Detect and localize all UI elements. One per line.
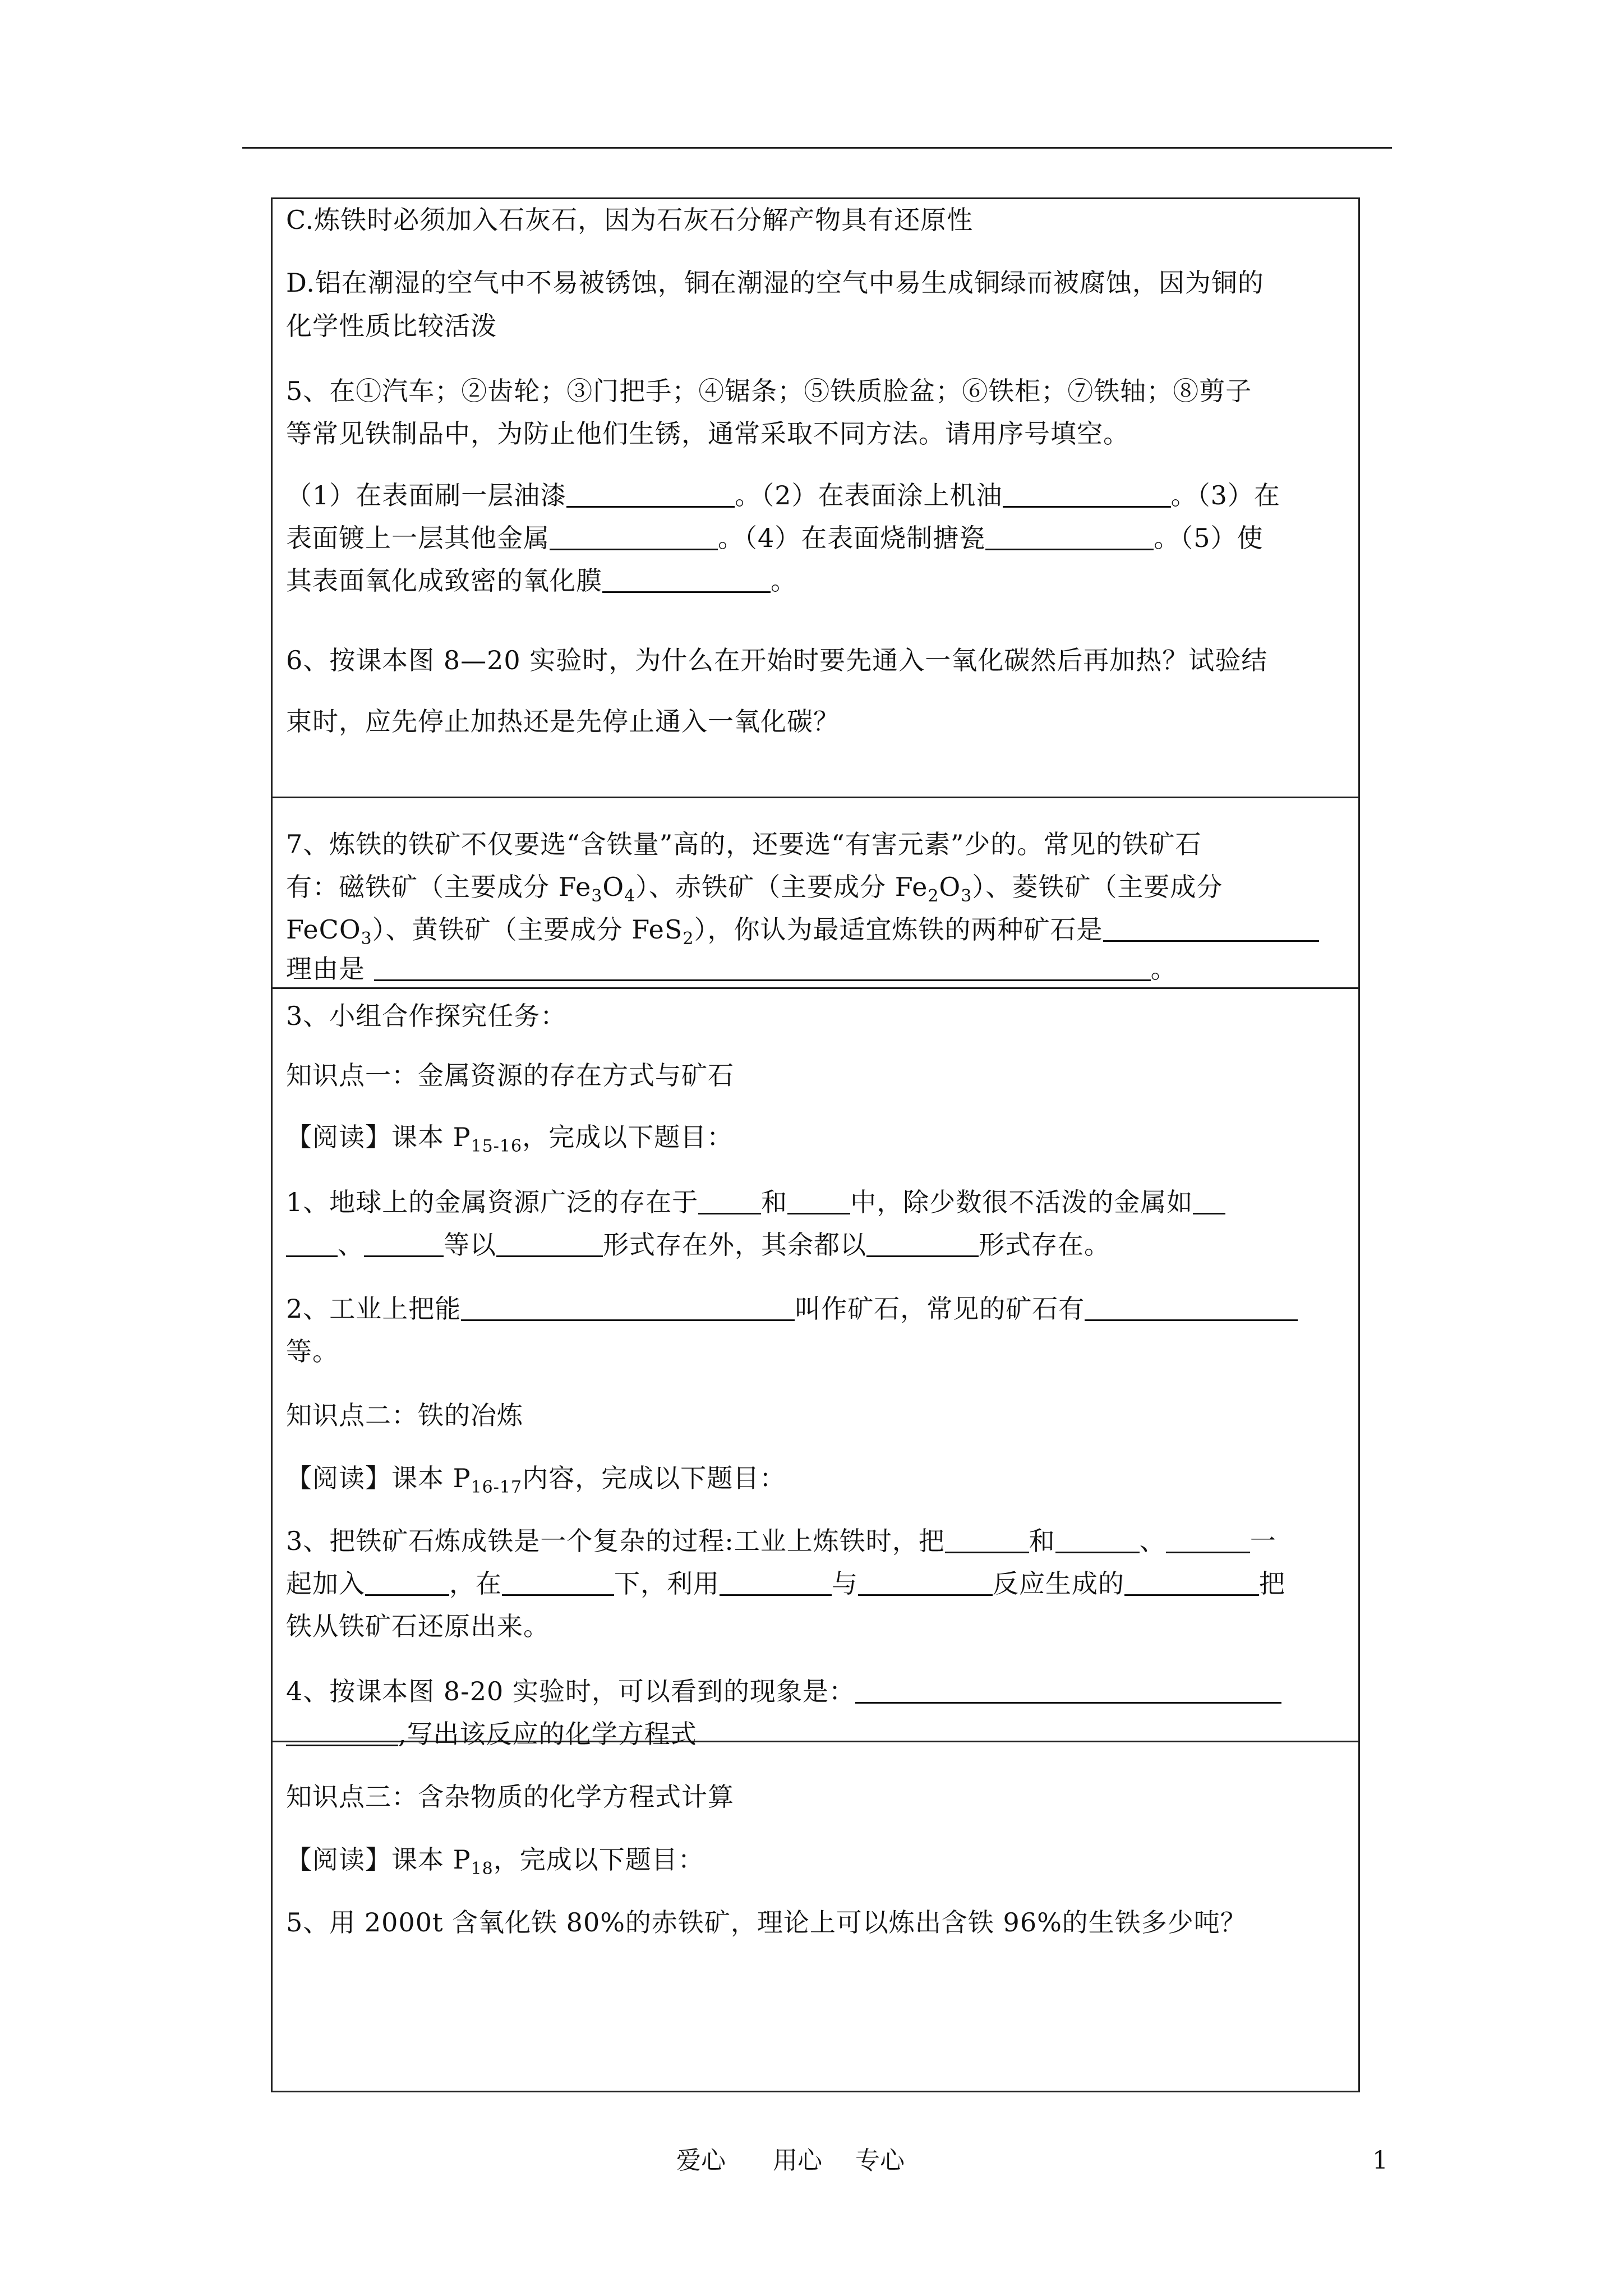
s3-q2-line1	[286, 1292, 1298, 1326]
answer-blank[interactable]	[1055, 1526, 1140, 1553]
reading-3-a: 【阅读】课本 P	[286, 1844, 471, 1875]
reading-3-b: ，完成以下题目：	[493, 1844, 704, 1875]
s3-q1-c: 中，除少数很不活泼的金属如	[850, 1187, 1193, 1217]
answer-blank[interactable]	[286, 1230, 338, 1257]
s3-q1-e: 等以	[444, 1230, 496, 1260]
subscript: 3	[591, 886, 603, 906]
q7-line4	[286, 952, 1177, 986]
s3-q1-line2	[286, 1228, 1110, 1262]
row-divider	[271, 797, 1360, 798]
q7-l3b: ）、黄铁矿（主要成分 FeS	[372, 914, 683, 945]
subscript: 4	[624, 886, 636, 906]
q7-l3c: ），你认为最适宜炼铁的两种矿石是	[694, 914, 1103, 945]
answer-blank[interactable]	[1085, 1294, 1298, 1321]
q5-line5	[286, 564, 797, 597]
answer-blank[interactable]	[461, 1294, 795, 1321]
footer-motto-2: 用心	[773, 2146, 822, 2175]
s3-q2-line2: 等。	[286, 1336, 339, 1366]
reading-1	[286, 1120, 733, 1154]
q5-l3c: 。（3）在	[1170, 480, 1280, 510]
answer-blank[interactable]	[1003, 480, 1171, 508]
q7-l2b: O	[602, 872, 625, 902]
option-d-line1: D.铝在潮湿的空气中不易被锈蚀，铜在潮湿的空气中易生成铜绿而被腐蚀，因为铜的	[286, 268, 1264, 298]
s3-q1-f: 形式存在外，其余都以	[603, 1230, 866, 1260]
q5-line1: 5、在①汽车；②齿轮；③门把手；④锯条；⑤铁质脸盆；⑥铁柜；⑦铁轴；⑧剪子	[286, 376, 1252, 406]
q7-l2d: O	[939, 872, 961, 902]
s3-q1-g: 形式存在。	[979, 1230, 1110, 1260]
answer-blank[interactable]	[1166, 1526, 1250, 1553]
answer-blank[interactable]	[502, 1568, 614, 1596]
section3-title: 3、小组合作探究任务：	[286, 1001, 567, 1031]
s3-q3-d: 一	[1249, 1526, 1276, 1556]
option-d-line2: 化学性质比较活泼	[286, 311, 497, 341]
s3-q4-a: 4、按课本图 8-20 实验时，可以看到的现象是：	[286, 1676, 855, 1706]
q7-l2c: ）、赤铁矿（主要成分 Fe	[635, 872, 928, 902]
reading-3	[286, 1843, 704, 1879]
header-rule	[242, 147, 1392, 149]
subscript: 3	[961, 886, 972, 906]
q5-l5a: 其表面氧化成致密的氧化膜	[286, 565, 602, 596]
s3-q2-b: 叫作矿石，常见的矿石有	[795, 1294, 1085, 1324]
q7-line1: 7、炼铁的铁矿不仅要选“含铁量”高的，还要选“有害元素”少的。常见的铁矿石	[286, 829, 1202, 859]
answer-blank[interactable]	[858, 1568, 993, 1596]
answer-blank[interactable]	[286, 1719, 398, 1746]
answer-blank[interactable]	[698, 1187, 761, 1214]
s3-q1-d: 、	[338, 1230, 364, 1260]
s3-q3-line3: 铁从铁矿石还原出来。	[286, 1611, 550, 1641]
answer-blank[interactable]	[364, 1230, 444, 1257]
s3-q4-line2	[286, 1717, 697, 1751]
q5-l4a: 表面镀上一层其他金属	[286, 523, 550, 553]
s3-q3-c: 、	[1139, 1526, 1166, 1556]
answer-blank[interactable]	[374, 954, 1151, 981]
q5-l4b: 。（4）在表面烧制搪瓷	[718, 523, 986, 553]
subscript: 15-16	[471, 1137, 523, 1156]
reading-2-b: 内容，完成以下题目：	[522, 1463, 786, 1493]
answer-blank[interactable]	[496, 1230, 603, 1257]
q6-line1: 6、按课本图 8—20 实验时，为什么在开始时要先通入一氧化碳然后再加热？试验结	[286, 645, 1268, 675]
s3-q4-b: ,写出该反应的化学方程式	[398, 1719, 697, 1749]
page-number: 1	[1372, 2146, 1388, 2175]
q7-l3a: FeCO	[286, 914, 361, 945]
option-c: C.炼铁时必须加入石灰石，因为石灰石分解产物具有还原性	[286, 205, 974, 235]
reading-1-a: 【阅读】课本 P	[286, 1122, 471, 1152]
answer-blank[interactable]	[566, 480, 735, 508]
q5-line4	[286, 521, 1264, 555]
s3-q3-line1	[286, 1524, 1276, 1558]
s3-q2-a: 2、工业上把能	[286, 1294, 462, 1324]
s3-q1-line1	[286, 1185, 1225, 1219]
s3-q4-line1	[286, 1674, 1281, 1708]
knowledge-point-2: 知识点二：铁的冶炼	[286, 1400, 523, 1430]
answer-blank[interactable]	[365, 1568, 449, 1596]
answer-blank[interactable]	[1193, 1187, 1225, 1214]
s3-q3-line2	[286, 1567, 1285, 1600]
s3-q1-a: 1、地球上的金属资源广泛的存在于	[286, 1187, 699, 1217]
subscript: 3	[361, 929, 372, 949]
s3-q3-i: 反应生成的	[993, 1568, 1124, 1599]
q5-line3	[286, 478, 1280, 512]
answer-blank[interactable]	[602, 565, 771, 593]
row-divider	[271, 987, 1360, 989]
q5-l5b: 。	[771, 565, 797, 596]
footer-motto-3: 专心	[855, 2146, 905, 2175]
answer-blank[interactable]	[787, 1187, 850, 1214]
answer-blank[interactable]	[855, 1676, 1281, 1704]
answer-blank[interactable]	[985, 523, 1154, 550]
reading-2	[286, 1461, 786, 1495]
q7-l4a: 理由是	[286, 954, 374, 984]
knowledge-point-1: 知识点一：金属资源的存在方式与矿石	[286, 1060, 734, 1091]
answer-blank[interactable]	[550, 523, 718, 550]
q7-l4b: 。	[1150, 954, 1177, 984]
knowledge-point-3: 知识点三：含杂物质的化学方程式计算	[286, 1782, 734, 1812]
q7-l2e: ）、菱铁矿（主要成分	[972, 872, 1223, 902]
answer-blank[interactable]	[720, 1568, 832, 1596]
q5-l3b: 。（2）在表面涂上机油	[735, 480, 1003, 510]
q6-line2: 束时，应先停止加热还是先停止通入一氧化碳？	[286, 706, 840, 737]
s3-q3-e: 起加入	[286, 1568, 365, 1599]
q5-l4c: 。（5）使	[1154, 523, 1264, 553]
s3-q3-b: 和	[1029, 1526, 1055, 1556]
answer-blank[interactable]	[1103, 914, 1319, 942]
footer-motto-1: 爱心	[676, 2146, 726, 2175]
subscript: 2	[683, 929, 694, 949]
answer-blank[interactable]	[866, 1230, 979, 1257]
subscript: 16-17	[471, 1478, 523, 1497]
q7-line2	[286, 870, 1223, 904]
s3-q5: 5、用 2000t 含氧化铁 80%的赤铁矿，理论上可以炼出含铁 96%的生铁多少吨？	[286, 1907, 1247, 1938]
answer-blank[interactable]	[945, 1526, 1029, 1553]
answer-blank[interactable]	[1124, 1568, 1259, 1596]
q5-l3a: （1）在表面刷一层油漆	[286, 480, 567, 510]
s3-q3-j: 把	[1259, 1568, 1285, 1599]
reading-2-a: 【阅读】课本 P	[286, 1463, 471, 1493]
s3-q1-b: 和	[761, 1187, 788, 1217]
subscript: 18	[471, 1859, 494, 1879]
s3-q3-a: 3、把铁矿石炼成铁是一个复杂的过程:工业上炼铁时，把	[286, 1526, 945, 1556]
s3-q3-f: ，在	[449, 1568, 502, 1599]
s3-q3-g: 下，利用	[614, 1568, 720, 1599]
q7-l2a: 有：磁铁矿（主要成分 Fe	[286, 872, 592, 902]
subscript: 2	[928, 886, 939, 906]
reading-1-b: ，完成以下题目：	[522, 1122, 734, 1152]
q7-line3	[286, 913, 1319, 949]
q5-line2: 等常见铁制品中，为防止他们生锈，通常采取不同方法。请用序号填空。	[286, 418, 1129, 449]
s3-q3-h: 与	[832, 1568, 858, 1599]
